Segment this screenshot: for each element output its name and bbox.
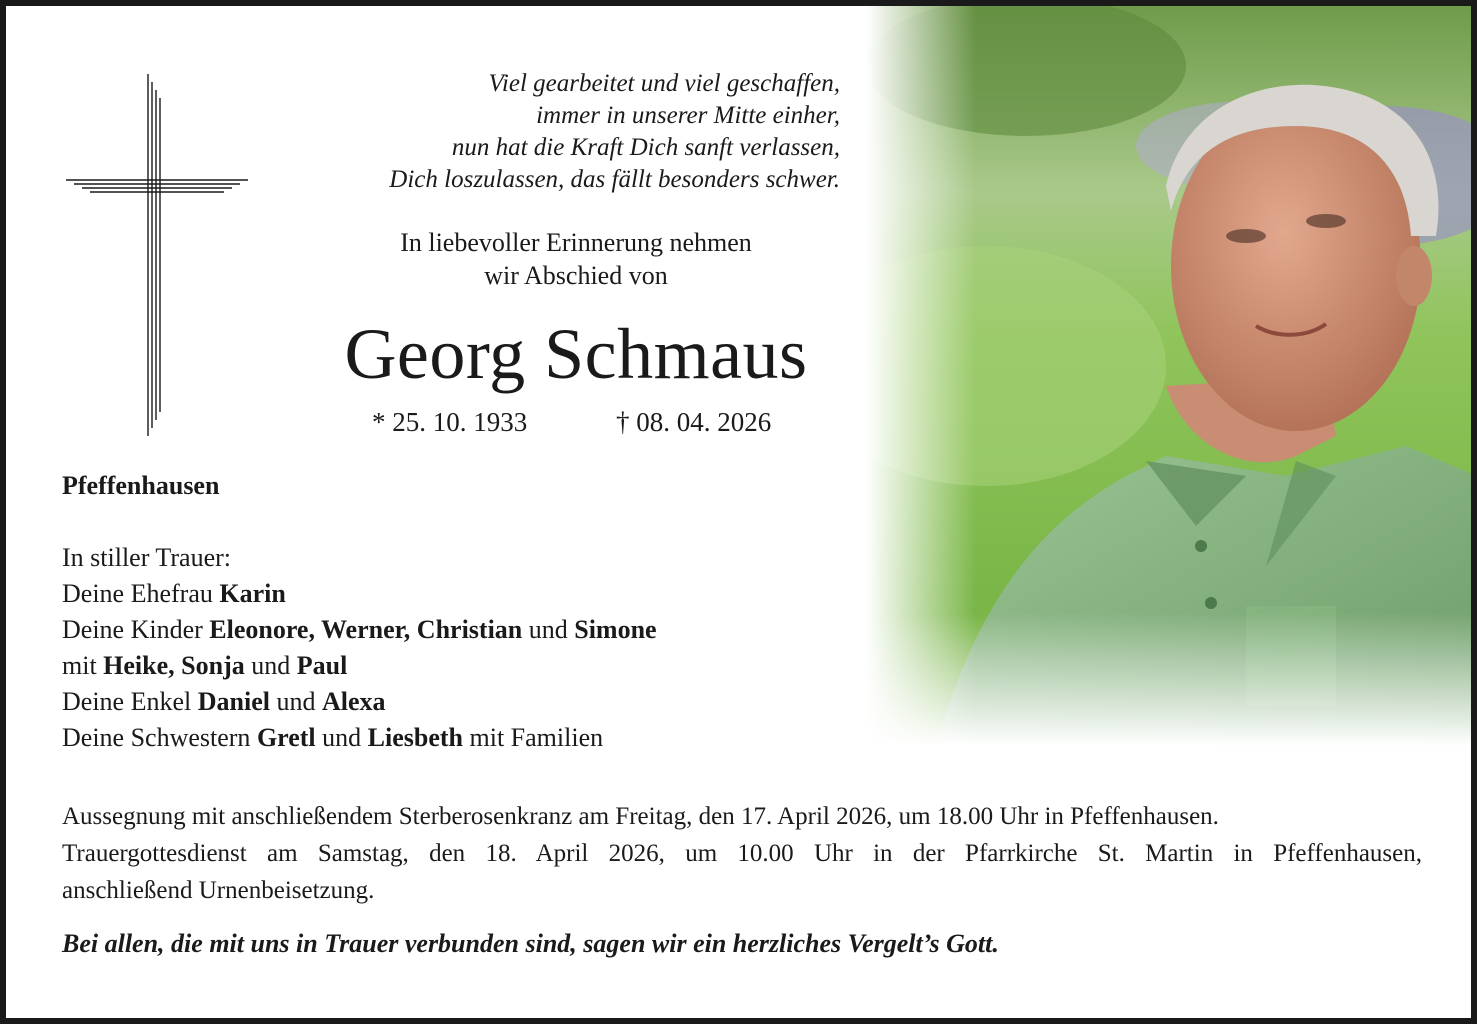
intro-line: In liebevoller Erinnerung nehmen [400,228,752,257]
poem-line: Dich loszulassen, das fällt besonders schwer. [389,166,840,193]
mourner-row [62,684,882,720]
mourner-text: Deine Kinder [62,615,210,644]
service-line: anschließend Urnenbeisetzung. [62,877,375,904]
cross-icon [64,72,250,438]
mourner-row [62,576,882,612]
deceased-name: Georg Schmaus [344,314,808,394]
mourner-text: und [244,651,297,680]
service-line: Aussegnung mit anschließendem Sterberosenkranz am Freitag, den 17. April 2026, um 18.00 Uhr in Pfeffenhausen. [62,803,1219,830]
mourner-text: und [315,723,368,752]
mourner-name: Liesbeth [367,723,463,752]
birth-date: * 25. 10. 1933 [372,407,528,437]
mourners-heading: In stiller Trauer: [62,543,231,572]
mourner-name: Simone [574,615,657,644]
mourner-name: Paul [296,651,348,680]
mourner-name: Heike, Sonja [103,651,245,680]
poem-line: immer in unserer Mitte einher, [536,102,840,129]
mourner-text: mit [62,651,104,680]
mourner-text: und [269,687,322,716]
mourner-row [62,648,882,684]
mourner-text: und [522,615,575,644]
mourner-row [62,612,882,648]
mourner-text: Deine Ehefrau [62,579,220,608]
thanks-note: Bei allen, die mit uns in Trauer verbunden sind, sagen wir ein herzliches Vergelt’s Gott. [62,929,999,958]
mourner-name: Karin [219,579,286,608]
service-details [62,798,1422,909]
mourner-row [62,720,882,756]
intro-line: wir Abschied von [484,261,668,290]
farewell-intro [306,226,846,292]
service-line: Trauergottesdienst am Samstag, den 18. April 2026, um 10.00 Uhr in der Pfarrkirche St. Martin in Pfeffenhausen, [62,840,1422,867]
memorial-poem [246,68,840,196]
poem-line: Viel gearbeitet und viel geschaffen, [488,70,840,97]
mourner-name: Gretl [256,723,316,752]
death-date: † 08. 04. 2026 [616,407,772,437]
mourner-name: Daniel [197,687,270,716]
mourner-name: Alexa [321,687,386,716]
mourner-text: mit Familien [463,723,604,752]
mourner-text: Deine Schwestern [62,723,257,752]
portrait-photo [866,6,1477,746]
mourner-text: Deine Enkel [62,687,198,716]
poem-line: nun hat die Kraft Dich sanft verlassen, [451,134,840,161]
mourner-name: Eleonore, Werner, Christian [209,615,523,644]
mourners-list [62,540,882,756]
hometown: Pfeffenhausen [62,471,220,500]
